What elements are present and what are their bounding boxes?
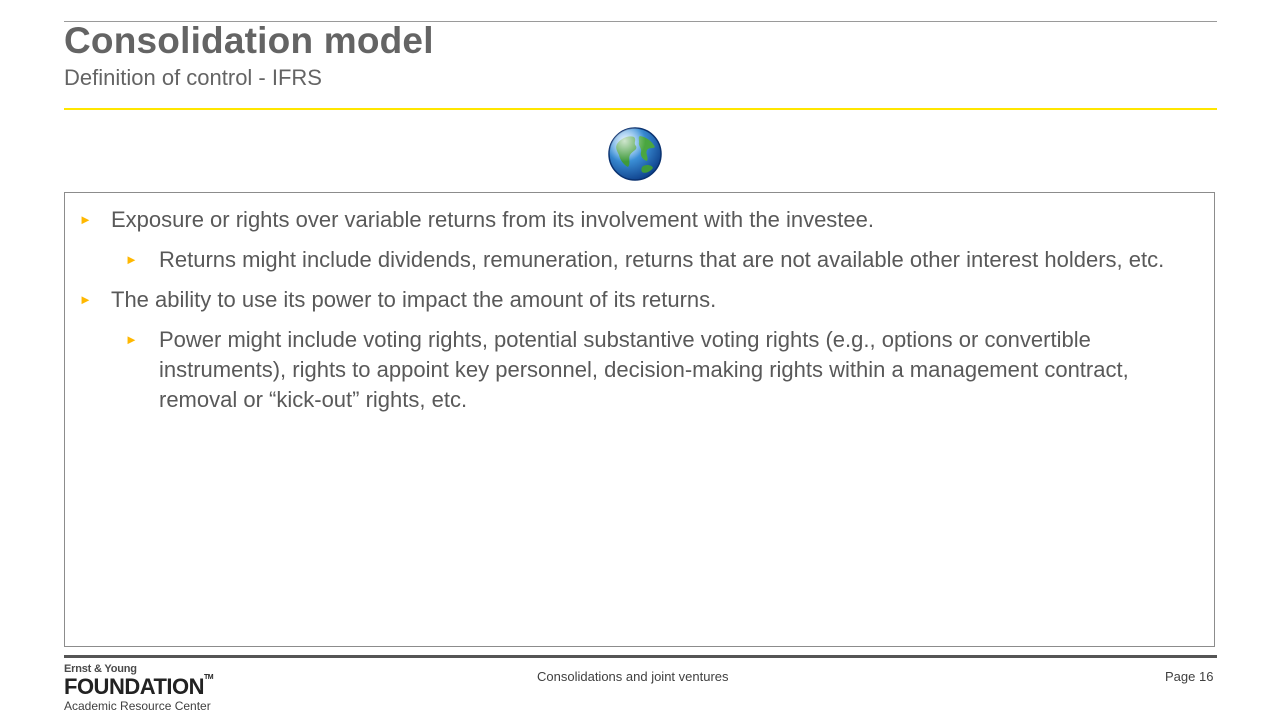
- logo-subtitle: Academic Resource Center: [64, 699, 211, 713]
- footer-deck-title: Consolidations and joint ventures: [537, 669, 729, 684]
- ey-foundation-logo: [64, 663, 244, 713]
- logo-line2: FOUNDATION: [64, 674, 205, 699]
- footer-divider: [64, 655, 1217, 658]
- sub-list-item-text: Returns might include dividends, remuneration, returns that are not available other interest holders, etc.: [159, 247, 1165, 272]
- triangle-bullet-icon: ►: [79, 292, 92, 307]
- list-item: [79, 205, 1199, 275]
- sub-bullet-list: [111, 325, 1199, 415]
- slide-title: Consolidation model: [64, 20, 434, 61]
- list-item-text: Exposure or rights over variable returns from its involvement with the investee.: [111, 207, 874, 232]
- globe-icon: [607, 126, 663, 182]
- triangle-bullet-icon: ►: [125, 252, 138, 267]
- list-item-text: The ability to use its power to impact the amount of its returns.: [111, 287, 717, 312]
- logo-wordmark: [64, 674, 213, 700]
- triangle-bullet-icon: ►: [125, 332, 138, 347]
- content-panel: [64, 192, 1215, 647]
- bullet-list: [79, 205, 1199, 425]
- logo-line1: Ernst & Young: [64, 663, 137, 675]
- logo-tm: TM: [204, 674, 214, 681]
- sub-list-item: [111, 245, 1199, 275]
- sub-bullet-list: [111, 245, 1199, 275]
- page-number: Page 16: [1165, 669, 1214, 684]
- sub-list-item: [111, 325, 1199, 415]
- list-item: [79, 285, 1199, 415]
- sub-list-item-text: Power might include voting rights, potential substantive voting rights (e.g., options or convertible instruments), rights to appoint key personnel, decision-making rights within a management contract, removal or “kick-out” rights, etc.: [159, 327, 1129, 412]
- triangle-bullet-icon: ►: [79, 212, 92, 227]
- slide-subtitle: Definition of control - IFRS: [64, 65, 322, 90]
- title-accent-rule: [64, 108, 1217, 110]
